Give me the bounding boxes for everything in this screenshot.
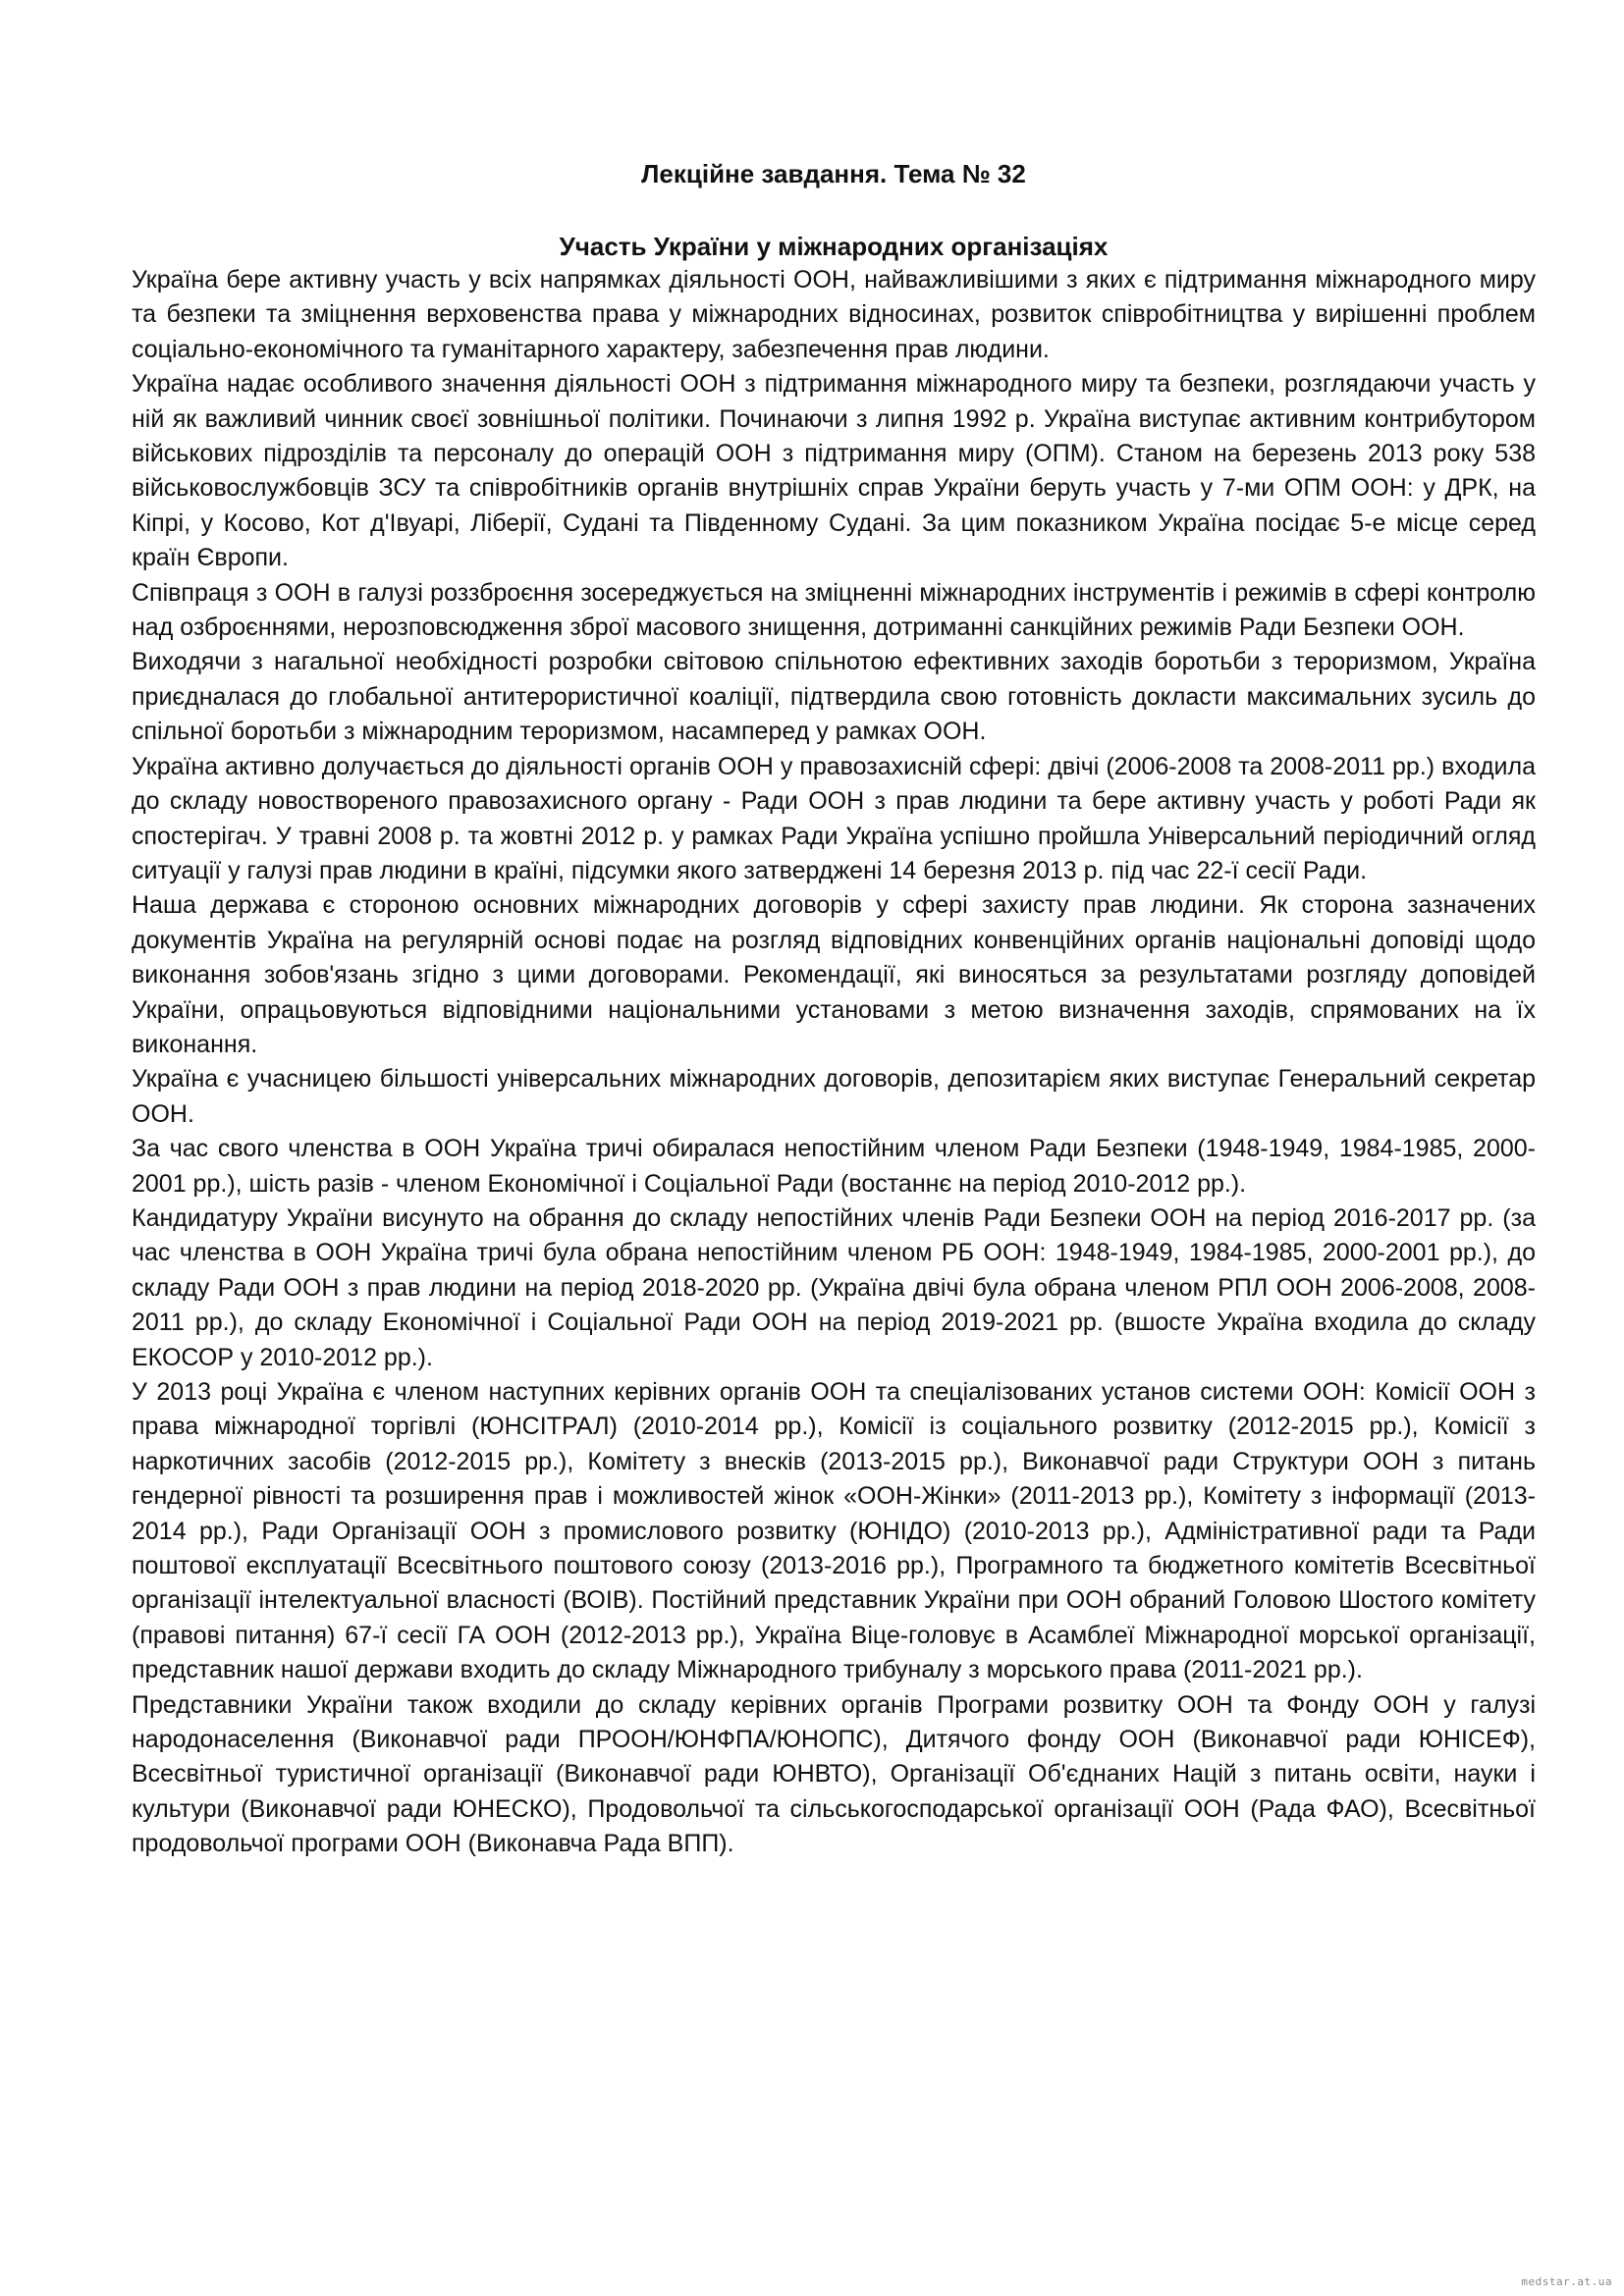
paragraph: Україна є учасницею більшості універсальних міжнародних договорів, депозитарієм яких виступає Генеральний секретар ООН. [132, 1065, 1536, 1128]
paragraph-list [132, 263, 1536, 1862]
paragraph: Україна надає особливого значення діяльності ООН з підтримання міжнародного миру та безпеки, розглядаючи участь у ній як важливий чинник своєї зовнішньої політики. Починаючи з липня 1992 р. Україна виступає активним контрибутором військових підрозділів та персоналу до операцій ООН з підтримання миру (ОПМ). Станом на березень 2013 року 538 військовослужбовців ЗСУ та співробітників органів внутрішніх справ України беруть участь у 7-ми ОПМ ООН: у ДРК, на Кіпрі, у Косово, Кот д'Івуарі, Ліберії, Судані та Південному Судані. За цим показником Україна посідає 5-е місце серед країн Європи. [132, 370, 1536, 572]
paragraph: Україна бере активну участь у всіх напрямках діяльності ООН, найважливішими з яких є підтримання міжнародного миру та безпеки та зміцнення верховенства права у міжнародних відносинах, розвиток співробітництва у вирішенні проблем соціально-економічного та гуманітарного характеру, забезпечення прав людини. [132, 266, 1536, 363]
document-content [132, 157, 1536, 1862]
paragraph: Кандидатуру України висунуто на обрання до складу непостійних членів Ради Безпеки ООН на період 2016-2017 рр. (за час членства в ООН Україна тричі була обрана непостійним членом РБ ООН: 1948-1949, 1984-1985, 2000-2001 рр.), до складу Ради ООН з прав людини на період 2018-2020 рр. (Україна двічі була обрана членом РПЛ ООН 2006-2008, 2008-2011 рр.), до складу Економічної і Соціальної Ради ООН на період 2019-2021 рр. (вшосте Україна входила до складу ЕКОСОР у 2010-2012 рр.). [132, 1203, 1536, 1371]
paragraph: Виходячи з нагальної необхідності розробки світовою спільнотою ефективних заходів боротьби з тероризмом, Україна приєдналася до глобальної антитерористичної коаліції, підтвердила свою готовність докласти максимальних зусиль до спільної боротьби з міжнародним тероризмом, насамперед у рамках ООН. [132, 648, 1536, 746]
paragraph: У 2013 році Україна є членом наступних керівних органів ООН та спеціалізованих установ системи ООН: Комісії ООН з права міжнародної торгівлі (ЮНСІТРАЛ) (2010-2014 рр.), Комісії із соціального розвитку (2012-2015 рр.), Комісії з наркотичних засобів (2012-2015 рр.), Комітету з внесків (2013-2015 рр.), Виконавчої ради Структури ООН з питань гендерної рівності та розширення прав і можливостей жінок «ООН-Жінки» (2011-2013 рр.), Комітету з інформації (2013-2014 рр.), Ради Організації ООН з промислового розвитку (ЮНІДО) (2010-2013 рр.), Адміністративної ради та Ради поштової експлуатації Всесвітнього поштового союзу (2013-2016 рр.), Програмного та бюджетного комітетів Всесвітньої організації інтелектуальної власності (ВОІВ). Постійний представник України при ООН обраний Головою Шостого комітету (правові питання) 67-ї сесії ГА ООН (2012-2013 рр.), Україна Віце-головує в Асамблеї Міжнародної морської організації, представник нашої держави входить до складу Міжнародного трибуналу з морського права (2011-2021 рр.). [132, 1378, 1536, 1684]
site-watermark: medstar.at.ua [1521, 2275, 1612, 2288]
paragraph: За час свого членства в ООН Україна тричі обиралася непостійним членом Ради Безпеки (1948-1949, 1984-1985, 2000-2001 рр.), шість разів - членом Економічної і Соціальної Ради (востаннє на період 2010-2012 рр.). [132, 1135, 1536, 1198]
document-title: Лекційне завдання. Тема № 32 [641, 159, 1026, 188]
paragraph: Україна активно долучається до діяльності органів ООН у правозахисній сфері: двічі (2006-2008 та 2008-2011 рр.) входила до складу новоствореного правозахисного органу - Ради ООН з прав людини та бере активну участь у роботі Ради як спостерігач. У травні 2008 р. та жовтні 2012 р. у рамках Ради Україна успішно пройшла Універсальний періодичний огляд ситуації у галузі прав людини в країні, підсумки якого затверджені 14 березня 2013 р. під час 22-ї сесії Ради. [132, 752, 1536, 884]
document-subtitle: Участь України у міжнародних організаціях [559, 232, 1109, 261]
paragraph: Представники України також входили до складу керівних органів Програми розвитку ООН та Фонду ООН у галузі народонаселення (Виконавчої ради ПРООН/ЮНФПА/ЮНОПС), Дитячого фонду ООН (Виконавчої ради ЮНІСЕФ), Всесвітньої туристичної організації (Виконавчої ради ЮНВТО), Організації Об'єднаних Націй з питань освіти, науки і культури (Виконавчої ради ЮНЕСКО), Продовольчої та сільськогосподарської організації ООН (Рада ФАО), Всесвітньої продовольчої програми ООН (Виконавча Рада ВПП). [132, 1690, 1536, 1858]
paragraph: Співпраця з ООН в галузі роззброєння зосереджується на зміцненні міжнародних інструментів і режимів в сфері контролю над озброєннями, нерозповсюдження зброї масового знищення, дотриманні санкційних режимів Ради Безпеки ООН. [132, 578, 1536, 642]
paragraph: Наша держава є стороною основних міжнародних договорів у сфері захисту прав людини. Як сторона зазначених документів Україна на регулярній основі подає на розгляд відповідних конвенційних органів національні доповіді щодо виконання зобов'язань згідно з цими договорами. Рекомендації, які виносяться за результатами розгляду доповідей України, опрацьовуються відповідними національними установами з метою визначення заходів, спрямованих на їх виконання. [132, 891, 1536, 1058]
